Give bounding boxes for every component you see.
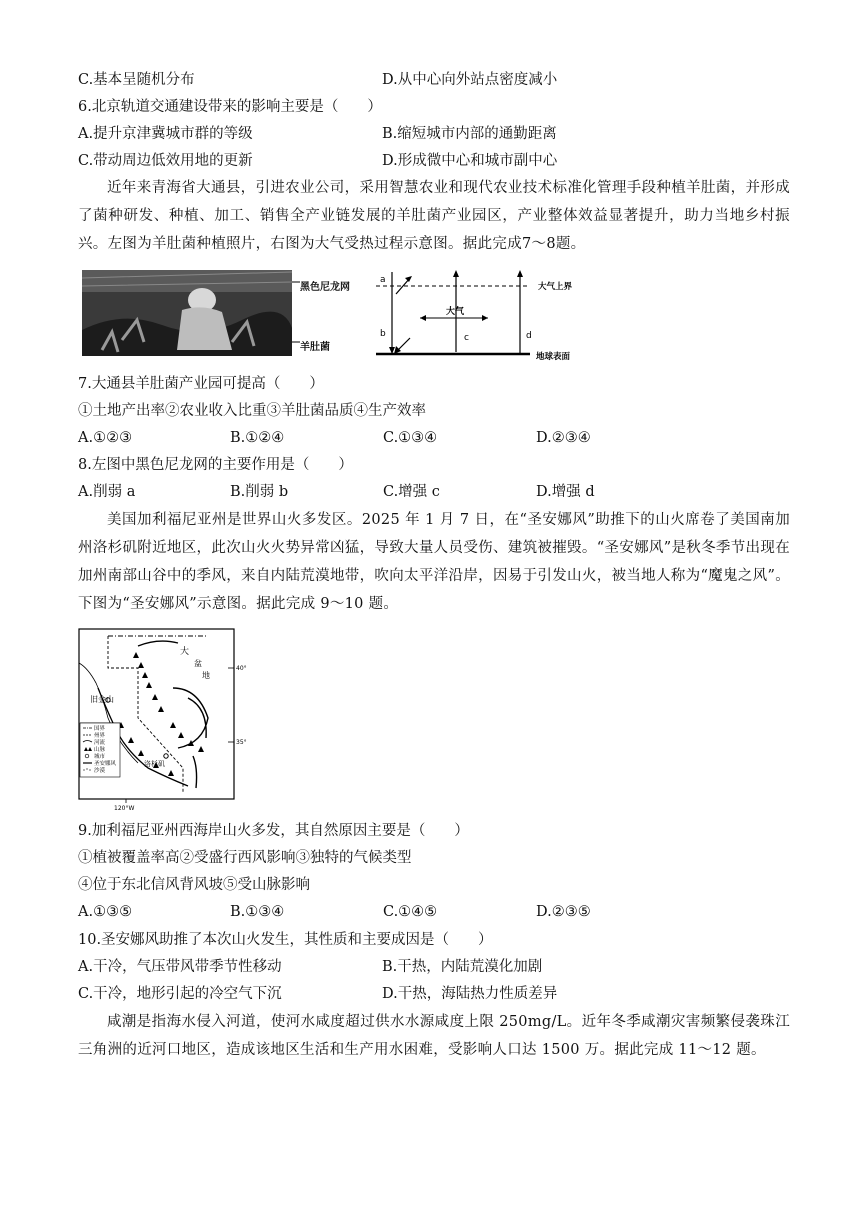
santa-ana-wind-map xyxy=(78,628,253,811)
q5-option-d: D.从中心向外站点密度减小 xyxy=(382,72,558,88)
q10-stem: 10.圣安娜风助推了本次山火发生，其性质和主要成因是（ ） xyxy=(78,932,493,948)
legend-desert: 沙漠 xyxy=(94,768,106,774)
legend-mountain: 山脉 xyxy=(94,747,106,753)
label-c: c xyxy=(464,333,469,343)
passage-morel: 近年来青海省大通县，引进农业公司，采用智慧农业和现代农业技术标准化管理手段种植羊肚菌，并形成了菌种研发、种植、加工、销售全产业链发展的羊肚菌产业园区，产业整体效益显著提升，助力当地乡村振兴。左图为羊肚菌种植照片，右图为大气受热过程示意图。据此完成7～8题。 xyxy=(78,180,790,252)
atmosphere-heating-diagram xyxy=(370,268,610,364)
label-nylon-net: 黑色尼龙网 xyxy=(300,282,350,293)
q10-option-d: D.干热，海陆热力性质差异 xyxy=(382,986,558,1002)
q9-option-b: B.①③④ xyxy=(230,904,285,920)
city-los-angeles: 洛杉矶 xyxy=(144,760,165,768)
q8-stem: 8.左图中黑色尼龙网的主要作用是（ ） xyxy=(78,457,353,473)
q8-option-b: B.削弱 b xyxy=(230,484,289,500)
q7-items: ①土地产出率②农业收入比重③羊肚菌品质④生产效率 xyxy=(78,403,426,419)
q8-option-c: C.增强 c xyxy=(383,484,440,500)
q6-option-a: A.提升京津冀城市群的等级 xyxy=(78,126,253,142)
q8-option-d: D.增强 d xyxy=(536,484,595,500)
q6-option-d: D.形成微中心和城市副中心 xyxy=(382,153,558,169)
passage-santa-ana: 美国加利福尼亚州是世界山火多发区。2025 年 1 月 7 日，在“圣安娜风”助推下的山火席卷了美国南加州洛杉矶附近地区，此次山火火势异常凶猛，导致大量人员受伤、建筑被摧毁。“圣安娜风”是秋冬季节出现在加州南部山谷中的季风，来自内陆荒漠地带，吹向太平洋沿岸，因易于引发山火，被当地人称为“魔鬼之风”。下图为“圣安娜风”示意图。据此完成 9～10 题。 xyxy=(78,512,790,612)
legend-river: 河流 xyxy=(94,740,106,746)
legend-city: 城市 xyxy=(94,754,106,760)
q9-stem: 9.加利福尼亚州西海岸山火多发，其自然原因主要是（ ） xyxy=(78,823,469,839)
q10-option-b: B.干热，内陆荒漠化加剧 xyxy=(382,959,543,975)
label-earth-surface: 地球表面 xyxy=(536,352,571,362)
q9-option-d: D.②③⑤ xyxy=(536,904,591,920)
label-a: a xyxy=(380,275,386,285)
q10-option-a: A.干冷，气压带风带季节性移动 xyxy=(78,959,282,975)
q5-option-c: C.基本呈随机分布 xyxy=(78,72,195,88)
q9-option-a: A.①③⑤ xyxy=(78,904,133,920)
basin-char-2: 盆 xyxy=(194,659,202,668)
label-atmosphere: 大气 xyxy=(446,307,465,317)
passage-salt-tide: 咸潮是指海水侵入河道，使河水咸度超过供水水源咸度上限 250mg/L。近年冬季咸潮灾害频繁侵袭珠江三角洲的近河口地区，造成该地区生活和生产用水困难，受影响人口达 1500 万。据此完成 11～12 题。 xyxy=(78,1014,790,1058)
q9-items-2: ④位于东北信风背风坡⑤受山脉影响 xyxy=(78,877,310,893)
q8-option-a: A.削弱 a xyxy=(78,484,136,500)
q9-items-1: ①植被覆盖率高②受盛行西风影响③独特的气候类型 xyxy=(78,850,412,866)
lon-120w: 120°W xyxy=(114,805,135,811)
q6-option-c: C.带动周边低效用地的更新 xyxy=(78,153,253,169)
lat-35: 35° xyxy=(236,739,247,746)
legend-santa-ana-wind: 圣安娜风 xyxy=(94,761,117,767)
q9-option-c: C.①④⑤ xyxy=(383,904,438,920)
q7-option-a: A.①②③ xyxy=(78,430,133,446)
q6-stem: 6.北京轨道交通建设带来的影响主要是（ ） xyxy=(78,99,382,115)
q6-option-b: B.缩短城市内部的通勤距离 xyxy=(382,126,557,142)
label-b: b xyxy=(380,329,386,339)
label-pointer-lines xyxy=(292,276,302,346)
q7-stem: 7.大通县羊肚菌产业园可提高（ ） xyxy=(78,376,324,392)
lat-40: 40° xyxy=(236,665,247,672)
q7-option-d: D.②③④ xyxy=(536,430,591,446)
label-d: d xyxy=(526,331,532,341)
label-top-of-atmosphere: 大气上界 xyxy=(538,282,573,292)
morel-photo xyxy=(82,270,292,356)
q7-option-b: B.①②④ xyxy=(230,430,285,446)
q10-option-c: C.干冷，地形引起的冷空气下沉 xyxy=(78,986,282,1002)
legend-state-line: 州界 xyxy=(94,733,106,739)
city-san-francisco: 旧金山 xyxy=(90,695,114,704)
basin-char-3: 地 xyxy=(202,671,210,680)
basin-char-1: 大 xyxy=(180,647,190,657)
label-morel: 羊肚菌 xyxy=(300,342,330,353)
q7-option-c: C.①③④ xyxy=(383,430,438,446)
legend-border: 国界 xyxy=(94,726,106,732)
